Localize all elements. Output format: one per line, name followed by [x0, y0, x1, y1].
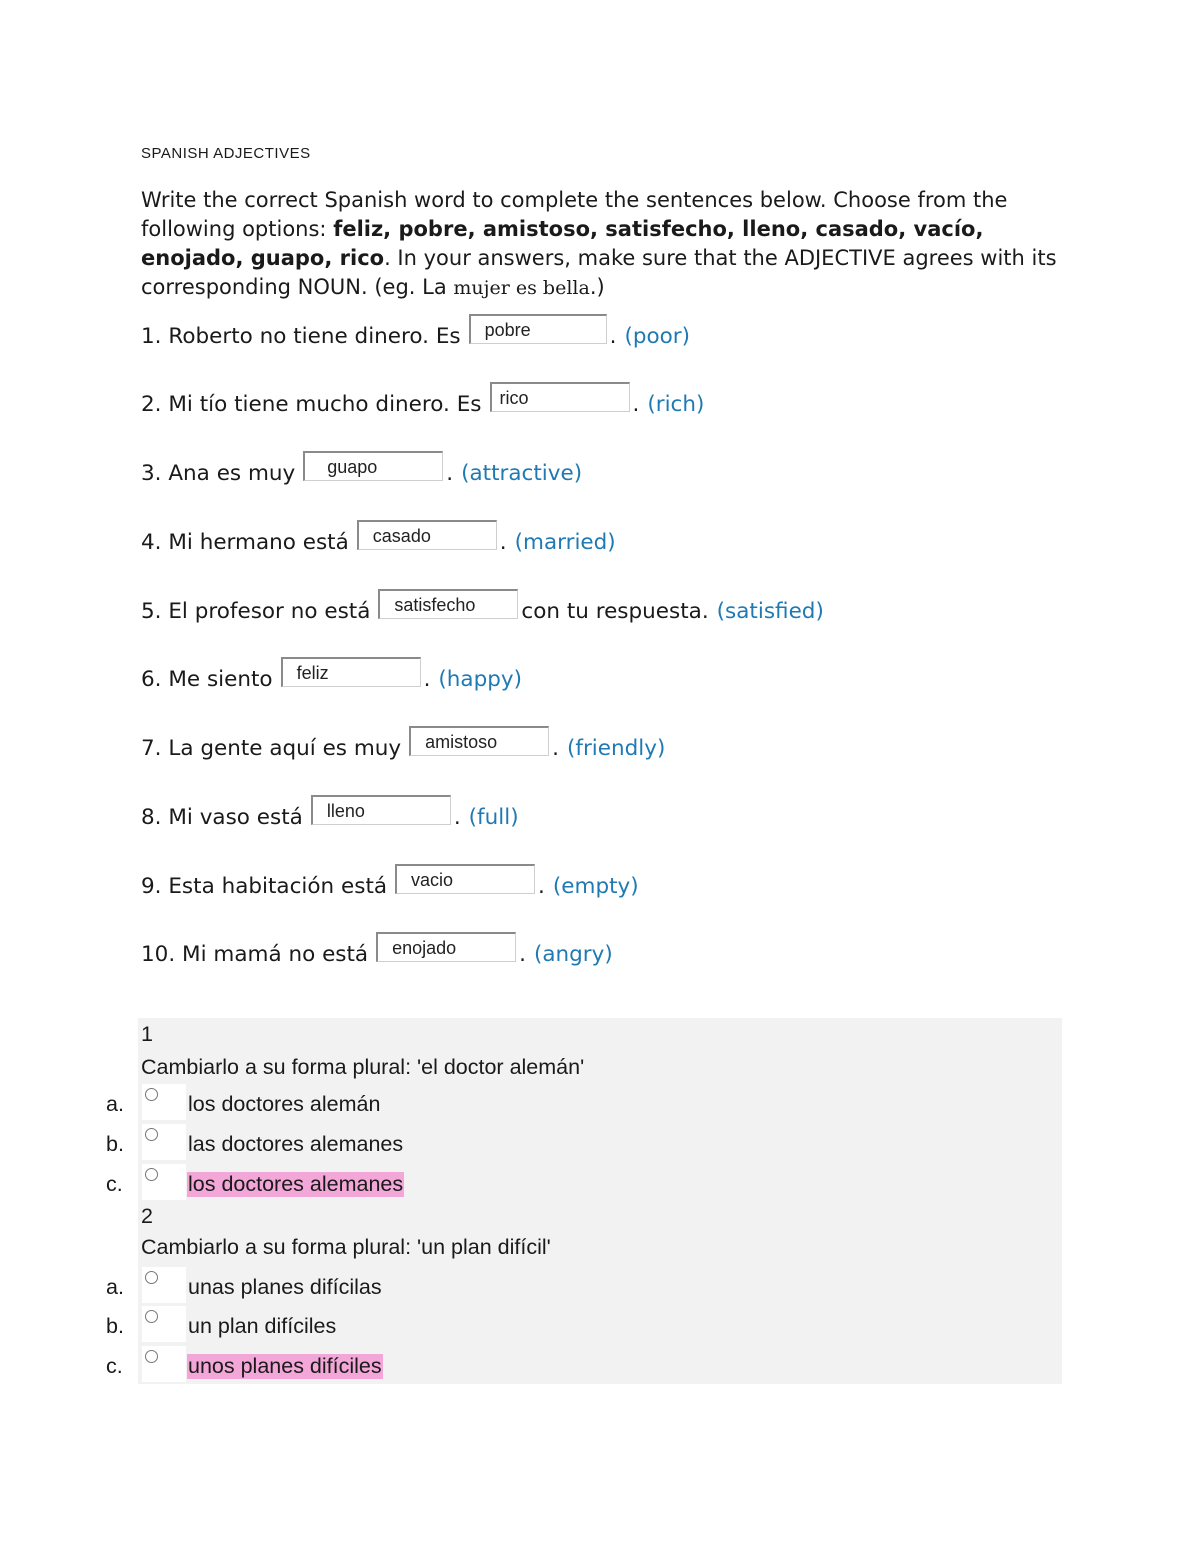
question-5: [141, 593, 824, 629]
page-title: SPANISH ADJECTIVES: [141, 145, 311, 162]
question-suffix: .: [453, 804, 461, 830]
question-text: 10. Mi mamá no está: [141, 941, 369, 967]
question-text: 9. Esta habitación está: [141, 873, 388, 899]
answer-input-10[interactable]: enojado: [376, 932, 516, 962]
question-suffix: .: [499, 529, 507, 555]
question-text: 7. La gente aquí es muy: [141, 735, 402, 761]
quiz-question-number: 2: [141, 1204, 153, 1228]
radio-button[interactable]: [145, 1350, 158, 1363]
question-suffix: .: [519, 941, 526, 967]
answer-input-6[interactable]: feliz: [281, 657, 421, 687]
question-text: 3. Ana es muy: [141, 460, 296, 486]
question-suffix: con tu respuesta.: [521, 598, 709, 624]
answer-input-8[interactable]: lleno: [311, 795, 451, 825]
hint-text: (empty): [552, 873, 639, 899]
option-letter: b.: [106, 1314, 124, 1338]
quiz-option[interactable]: [106, 1164, 706, 1200]
question-7: [141, 730, 665, 766]
answer-input-3[interactable]: guapo: [303, 451, 443, 481]
option-letter: a.: [106, 1275, 124, 1299]
option-letter: a.: [106, 1092, 124, 1116]
option-letter: c.: [106, 1172, 123, 1196]
question-10: [141, 936, 613, 972]
question-suffix: .: [423, 666, 431, 692]
quiz-question-prompt: Cambiarlo a su forma plural: 'un plan difícil': [141, 1235, 551, 1259]
instructions: [141, 186, 1071, 303]
answer-input-7[interactable]: amistoso: [409, 726, 549, 756]
hint-text: (happy): [438, 666, 523, 692]
option-text: los doctores alemán: [188, 1092, 381, 1116]
quiz-option[interactable]: [106, 1306, 706, 1342]
option-text: unas planes difícilas: [188, 1275, 382, 1299]
hint-text: (attractive): [461, 460, 583, 486]
answer-input-2[interactable]: rico: [490, 382, 630, 412]
option-text: las doctores alemanes: [188, 1132, 404, 1156]
question-1: [141, 318, 690, 354]
radio-button[interactable]: [145, 1310, 158, 1323]
instructions-text-2: . In your answers, make sure that the ADJECTIVE agrees with its corresponding NOUN. (eg. La: [141, 246, 1057, 299]
question-8: [141, 799, 519, 835]
question-suffix: .: [538, 873, 545, 899]
instructions-text-3: .): [589, 275, 605, 299]
hint-text: (married): [514, 529, 616, 555]
option-text-highlighted: los doctores alemanes: [188, 1172, 404, 1196]
option-letter: c.: [106, 1354, 123, 1378]
hint-text: (satisfied): [716, 598, 824, 624]
answer-input-4[interactable]: casado: [357, 520, 497, 550]
quiz-question-number: 1: [141, 1022, 153, 1046]
option-text-highlighted: unos planes difíciles: [188, 1354, 382, 1378]
radio-button[interactable]: [145, 1168, 158, 1181]
radio-button[interactable]: [145, 1128, 158, 1141]
hint-text: (friendly): [567, 735, 666, 761]
quiz-option[interactable]: [106, 1084, 706, 1120]
hint-text: (full): [468, 804, 519, 830]
question-suffix: .: [552, 735, 559, 761]
question-suffix: .: [609, 323, 617, 349]
radio-button[interactable]: [145, 1088, 158, 1101]
question-4: [141, 524, 616, 560]
quiz-option[interactable]: [106, 1267, 706, 1303]
hint-text: (rich): [647, 391, 705, 417]
answer-input-1[interactable]: pobre: [469, 314, 607, 344]
instructions-text: Write the correct Spanish word to complete the sentences below. Choose from the following options:: [141, 188, 1008, 241]
question-9: [141, 868, 639, 904]
question-text: 8. Mi vaso está: [141, 804, 303, 830]
question-text: 5. El profesor no está: [141, 598, 371, 624]
question-suffix: .: [632, 391, 640, 417]
options-list: feliz, pobre, amistoso, satisfecho, lleno, casado, vacío, enojado, guapo, rico: [141, 217, 984, 270]
question-text: 1. Roberto no tiene dinero. Es: [141, 323, 461, 349]
quiz-option[interactable]: [106, 1346, 706, 1382]
question-3: [141, 455, 582, 491]
hint-text: (angry): [533, 941, 613, 967]
quiz-question-prompt: Cambiarlo a su forma plural: 'el doctor alemán': [141, 1055, 585, 1079]
answer-input-5[interactable]: satisfecho: [378, 589, 518, 619]
question-suffix: .: [446, 460, 454, 486]
question-text: 2. Mi tío tiene mucho dinero. Es: [141, 391, 482, 417]
radio-button[interactable]: [145, 1271, 158, 1284]
option-text: un plan difíciles: [188, 1314, 337, 1338]
hint-text: (poor): [624, 323, 691, 349]
question-6: [141, 661, 522, 697]
question-2: [141, 386, 704, 422]
option-letter: b.: [106, 1132, 124, 1156]
quiz-option[interactable]: [106, 1124, 706, 1160]
question-text: 4. Mi hermano está: [141, 529, 349, 555]
question-text: 6. Me siento: [141, 666, 273, 692]
example-text: mujer es bella: [453, 277, 590, 299]
answer-input-9[interactable]: vacio: [395, 864, 535, 894]
